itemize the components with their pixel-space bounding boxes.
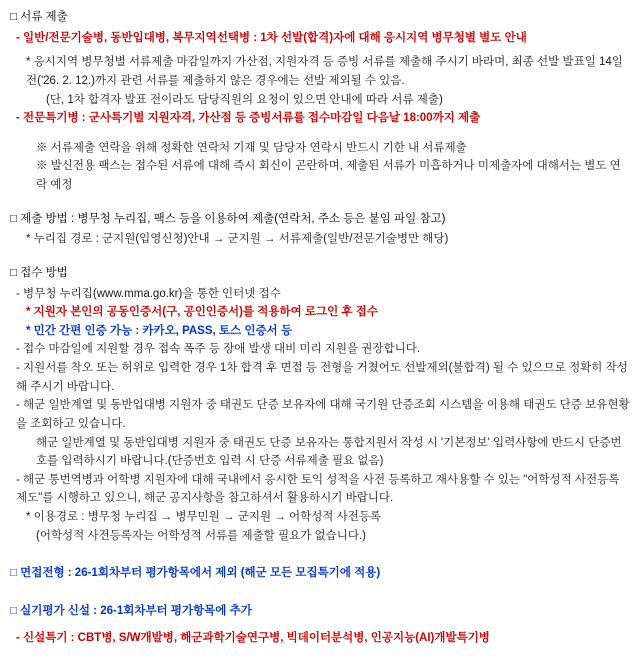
document-line: - 지원서를 착오 또는 허위로 입력한 경우 1차 합격 후 면접 등 전형을 거쳤어도 선발제외(불합격) 될 수 있으므로 정확히 작성해 주시기 바랍니다. <box>16 362 628 393</box>
spacer <box>10 587 630 602</box>
document-line: ※ 발신전용 팩스는 접수된 서류에 대해 즉시 회신이 곤란하며, 제출된 서류가 미흡하거나 미제출자에 대해서는 별도 연락 예정 <box>36 160 621 191</box>
document-line: - 병무청 누리집(www.mma.go.kr)을 통한 인터넷 접수 <box>16 287 281 300</box>
document-line: * 응시지역 병무청별 서류제출 마감일까지 가산점, 지원자격 등 증빙 서류를 제출해 주시기 바라며, 최종 선발 발표일 14일 전('26. 2. 12.)까지 관련 서류를 제출하지 않은 경우에는 선발 제외될 수 있음. <box>26 56 627 87</box>
section-heading: □ 실기평가 신설 : 26-1회차부터 평가항목에 추가 <box>10 604 252 617</box>
spacer <box>10 128 630 139</box>
section-interview-selection <box>10 564 630 583</box>
document-line: ※ 서류제출 연락을 위해 정확한 연락처 기재 및 담당자 연락시 반드시 기한 내 서류제출 <box>36 141 467 154</box>
document-line: - 해군 일반계열 및 동반입대병 지원자 중 태권도 단증 보유자에 대해 국기원 단증조회 시스템을 이용해 태권도 단증 보유현황을 조회하고 있습니다. <box>16 399 630 430</box>
document-line: * 지원자 본인의 공동인증서(구, 공인인증서)를 적용하여 로그인 후 접수 <box>26 306 378 319</box>
document-line: * 이용경로 : 병무청 누리집 → 병무민원 → 군지원 → 어학성적 사전등록 <box>26 511 382 523</box>
spacer <box>10 199 630 210</box>
section-application-method <box>10 264 630 545</box>
section-heading: □ 제출 방법 : 병무청 누리집, 팩스 등을 이용하여 제출(연락처, 주소 등은 붙임 파일 참고) <box>10 212 446 225</box>
document-line: - 일반/전문기술병, 동반입대병, 복무지역선택병 : 1차 선발(합격)자에 대해 응시지역 병무청별 별도 안내 <box>16 31 527 44</box>
section-submission-method <box>10 210 630 249</box>
section-heading: □ 면접전형 : 26-1회차부터 평가항목에서 제외 (해군 모든 모집특기에 적용) <box>10 567 381 580</box>
section-documents-submission <box>10 8 630 195</box>
document-line: - 해군 통번역병과 어학병 지원자에 대해 국내에서 응시한 토익 성적을 사전 등록하고 재사용할 수 있는 "어학성적 사전등록제도"를 시행하고 있으니, 해군 공지사항을 참고하셔서 활용하시기 바랍니다. <box>16 473 620 505</box>
spacer <box>10 549 630 564</box>
document-line: * 민간 간편 인증 가능 : 카카오, PASS, 토스 인증서 등 <box>26 324 292 337</box>
document-line: 해군 일반계열 및 동반입대병 지원자 중 태권도 단증 보유자는 통합지원서 작성 시 '기본정보' 입력사항에 반드시 단증번호를 입력하시기 바랍니다.(단증번호 입력 시 단증 서류제출 필요 없음) <box>36 436 622 468</box>
document-line: (어학성적 사전등록자는 어학성적 서류를 제출할 필요가 없습니다.) <box>36 529 366 542</box>
document-line: * 누리집 경로 : 군지원(입영신청)안내 → 군지원 → 서류제출(일반/전문기술병만 해당) <box>26 233 449 246</box>
spacer <box>10 253 630 264</box>
document-line: - 접수 마감일에 지원할 경우 접속 폭주 등 장애 발생 대비 미리 지원을 권장합니다. <box>16 343 421 356</box>
document-line: - 신설특기 : CBT병, S/W개발병, 해군과학기술연구병, 빅데이터분석병, 인공지능(AI)개발특기병 <box>16 631 490 644</box>
section-heading: □ 서류 제출 <box>10 11 68 23</box>
section-practical-evaluation <box>10 602 630 647</box>
document-line: - 전문특기병 : 군사특기별 지원자격, 가산점 등 증빙서류를 접수마감일 다음날 18:00까지 제출 <box>16 112 481 125</box>
document-line: (단, 1차 합격자 발표 전이라도 담당직원의 요청이 있으면 안내에 따라 서류 제출) <box>46 93 443 106</box>
section-heading: □ 접수 방법 <box>10 266 68 279</box>
